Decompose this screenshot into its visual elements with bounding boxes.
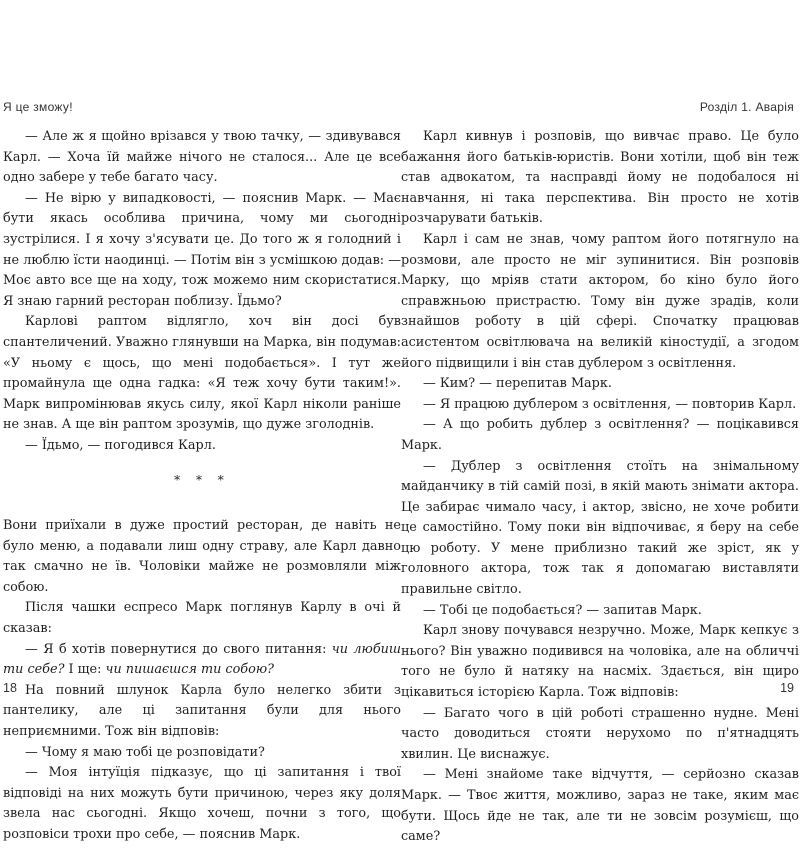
paragraph-question [3, 640, 401, 681]
running-head-book-title: Я це зможу! [3, 100, 73, 114]
paragraph: Карл кивнув і розповів, що вивчає право. Це було бажання його батьків-юристів. Вони хотіли, щоб він теж став адвокатом, та насправді йому не подобалося ні навчання, ні така перспектива. Він просто не хотів розчарувати батьків. [401, 129, 799, 227]
paragraph: — Чому я маю тобі це розповідати? [25, 744, 265, 760]
paragraph: — Тобі це подобається? — запитав Марк. [423, 602, 702, 618]
question-lead: — Я б хотів повернутися до свого питання: [25, 641, 332, 657]
paragraph: Вони приїхали в дуже простий ресторан, де навіть не було меню, а подавали лиш одну страву, але Карл давно так смачно не їв. Чоловіки майже не розмовляли між собою. [3, 518, 401, 595]
paragraph: — Багато чого в цій роботі страшенно нудне. Мені часто доводиться стояти нерухомо по п'ятнадцять хвилин. Це виснажує. [401, 705, 799, 762]
right-page-text [401, 127, 799, 848]
paragraph: Карл і сам не знав, чому раптом його потягнуло на розмови, але просто не міг зупинитися. Він розповів Марку, що мріяв стати актором, бо кіно було його справжньою пристрастю. Тому він дуже зрадів, коли знайшов роботу в цій сфері. Спочатку працював асистентом освітлювача на великій кіностудії, а згодом його підвищили і він став дублером з освітлення. [401, 231, 799, 371]
question-italic-2: чи пишаєшся ти собою? [105, 662, 274, 678]
paragraph: Після чашки еспресо Марк поглянув Карлу в очі й сказав: [3, 600, 401, 637]
paragraph: — Не вірю у випадковості, — пояснив Марк. — Має бути якась особлива причина, чому ми сьогодні зустрілися. І я хочу з'ясувати це. До того ж я голодний і не люблю їсти наодинці. — Потім він з усмішкою додав: — Моє авто все ще на ходу, тож можемо ним скористатися. Я знаю гарний ресторан поблизу. Їдьмо? [3, 190, 401, 309]
page-number-right: 19 [780, 681, 794, 695]
paragraph: — Мені знайоме таке відчуття, — серйозно сказав Марк. — Твоє життя, можливо, зараз не таке, яким має бути. Щось йде не так, але ти не зовсім розумієш, що саме? [401, 767, 799, 845]
paragraph: — А що робить дублер з освітлення? — поцікавився Марк. [401, 417, 799, 453]
paragraph: — Їдьмо, — погодився Карл. [25, 437, 216, 453]
paragraph: — Але ж я щойно врізався у твою тачку, — здивувався Карл. — Хоча їй майже нічого не сталося... Але це все одно забере у тебе багато часу. [3, 129, 401, 186]
question-connector: І ще: [64, 662, 106, 678]
paragraph: Карлові раптом відлягло, хоч він досі був спантеличений. Уважно глянувши на Марка, він подумав: «У ньому є щось, що мені подобається». І тут же промайнула ще одна гадка: «Я теж хочу бути таким!». Марк випромінював якусь силу, якої Карл ніколи раніше не знав. А ще він раптом зрозумів, що дуже зголоднів. [3, 314, 401, 433]
paragraph: — Моя інтуїція підказує, що ці запитання і твої відповіді на них можуть бути причиною, через яку доля звела нас сьогодні. Якщо хочеш, почни з того, що розповіси трохи про себе, — пояснив Марк. [3, 765, 401, 842]
page-number-left: 18 [3, 681, 17, 695]
paragraph: На повний шлунок Карла було нелегко збити з пантелику, але ці запитання були для нього неприємними. Тож він відповів: [3, 682, 401, 740]
running-head-chapter: Розділ 1. Аварія [699, 100, 794, 114]
question-italic-1: чи любиш ти себе? [3, 641, 401, 678]
paragraph: — Я працюю дублером з освітлення, — повторив Карл. [423, 396, 797, 412]
paragraph: — Дублер з освітлення стоїть на знімальному майданчику в тій самій позі, в якій мають знімати актора. Це забирає чимало часу, і актор, звісно, не хоче робити це самостійно. Тому поки він відпочиває, я беру на себе цю роботу. У мене приблизно такий же зріст, як у головного актора, тож так я допомагаю виставляти правильне світло. [401, 458, 799, 598]
paragraph: — Ким? — перепитав Марк. [423, 376, 612, 392]
left-page-text [3, 127, 401, 846]
section-separator: * * * [174, 472, 230, 487]
paragraph: Карл знову почувався незручно. Може, Марк кепкує з нього? Він уважно подивився на чоловіка, але на обличчі того не було й натяку на насміх. Здається, він щиро цікавиться історією Карла. Тож відповів: [401, 623, 799, 701]
